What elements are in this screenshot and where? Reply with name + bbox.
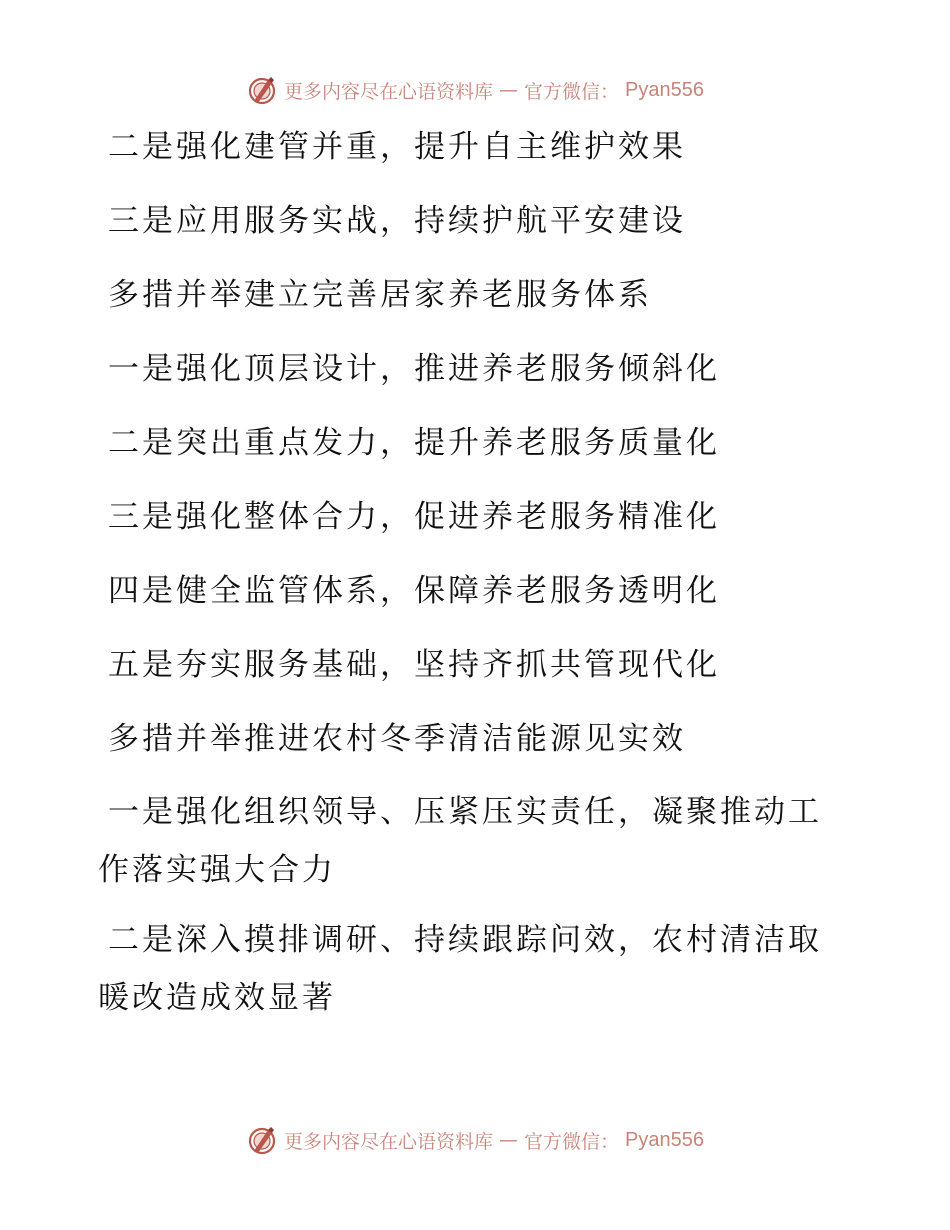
watermark-text: 更多内容尽在心语资料库 [284,1130,494,1153]
text-line: 五是夯实服务基础，坚持齐抓共管现代化 [108,647,720,683]
paragraph: 一是强化组织领导、压紧压实责任，凝聚推动工作落实强大合力 [98,794,822,888]
text-line: 三是应用服务实战，持续护航平安建设 [108,203,686,239]
section-heading: 多措并举建立完善居家养老服务体系 [108,277,652,313]
watermark-separator: — [499,79,519,101]
watermark-wechat-label: 官方微信： [524,80,620,103]
watermark-wechat-label: 官方微信： [524,1130,620,1153]
footer-watermark [0,1120,950,1160]
watermark-text: 更多内容尽在心语资料库 [284,80,494,103]
watermark-wechat-id: Pyan556 [625,1128,704,1151]
paragraph: 二是深入摸排调研、持续跟踪问效，农村清洁取暖改造成效显著 [98,922,822,1016]
text-line: 二是强化建管并重，提升自主维护效果 [108,129,686,165]
watermark-wechat-id: Pyan556 [625,78,704,101]
header-watermark [0,70,950,110]
pen-logo-icon [246,1124,278,1156]
section-heading: 多措并举推进农村冬季清洁能源见实效 [108,721,686,757]
text-line: 一是强化顶层设计，推进养老服务倾斜化 [108,351,720,387]
watermark-separator: — [499,1129,519,1151]
pen-logo-icon [246,74,278,106]
document-body [98,121,838,1027]
text-line: 四是健全监管体系，保障养老服务透明化 [108,573,720,609]
text-line: 二是突出重点发力，提升养老服务质量化 [108,425,720,461]
text-line: 三是强化整体合力，促进养老服务精准化 [108,499,720,535]
